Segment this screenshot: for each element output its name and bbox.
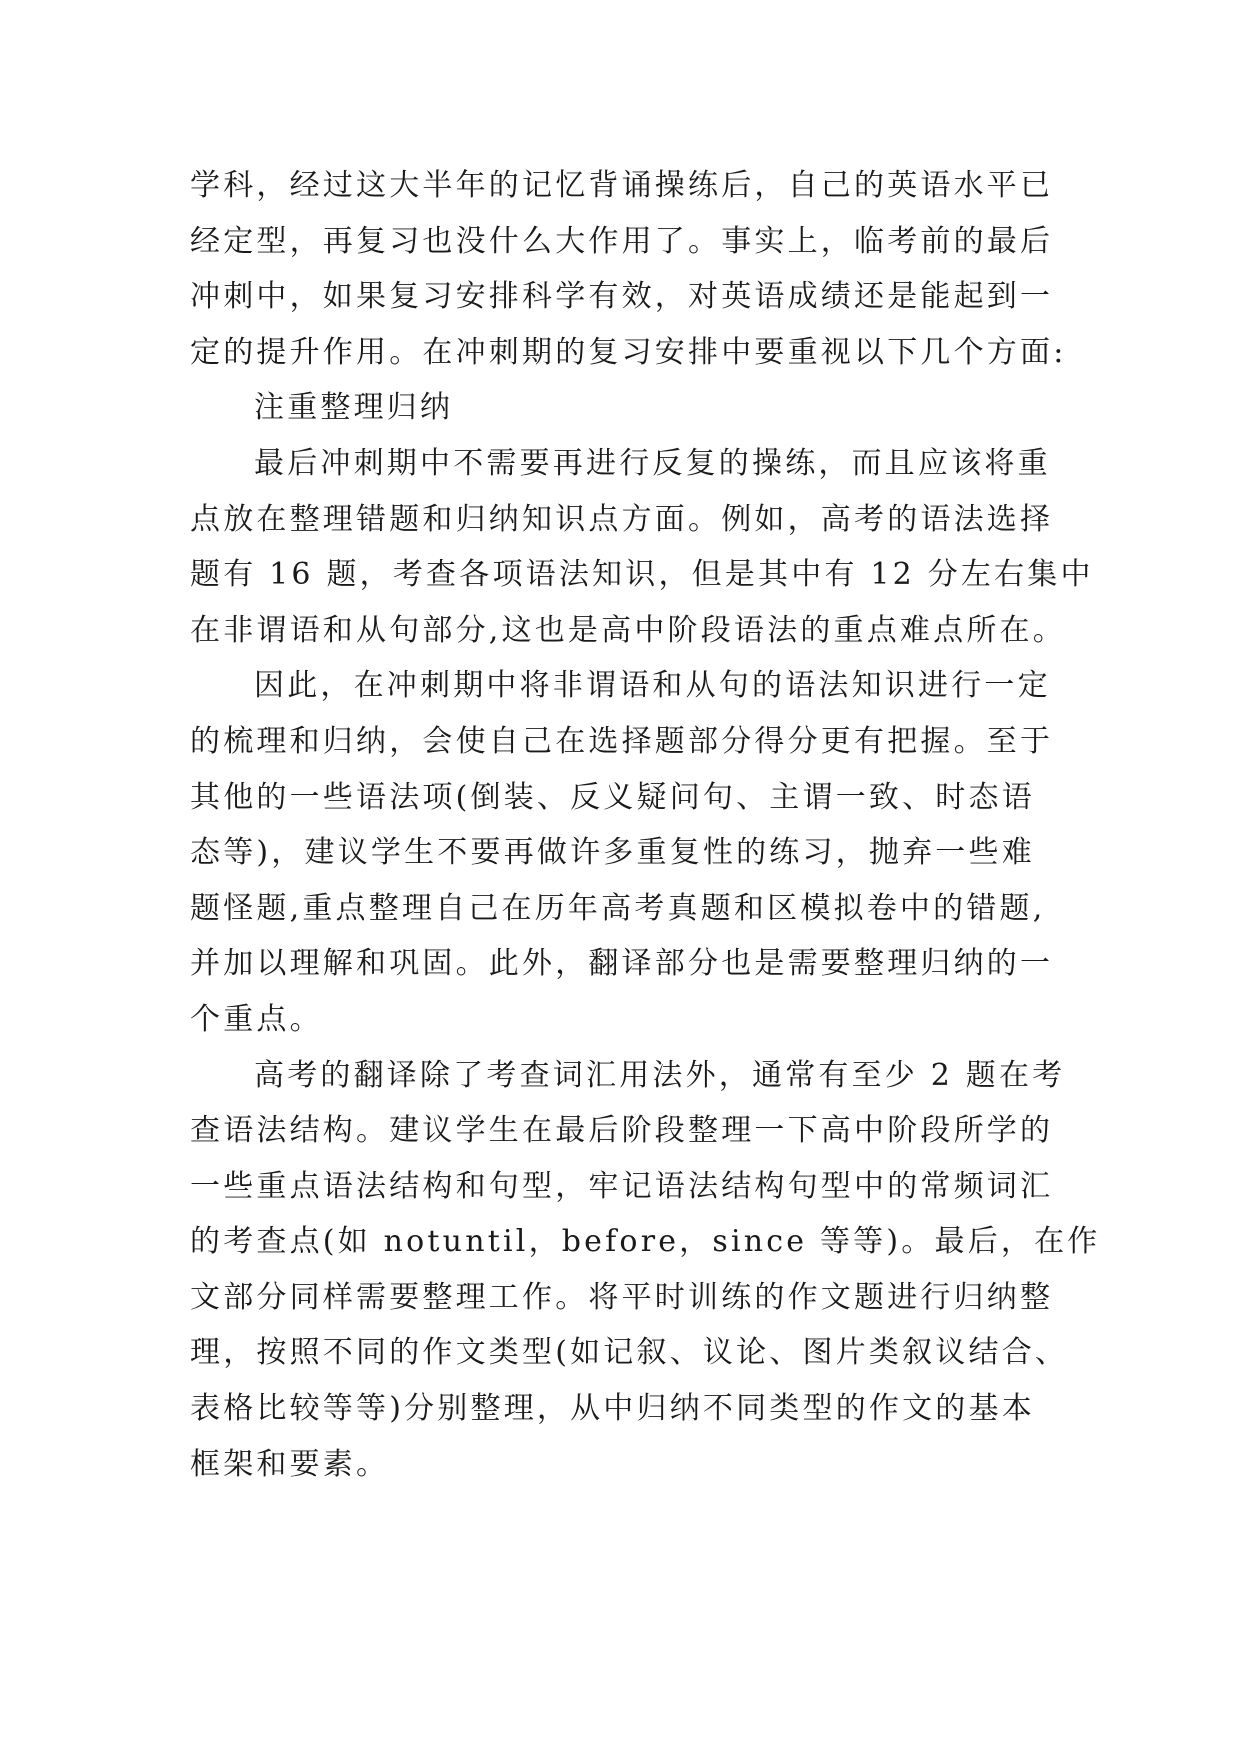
- document-body: [190, 158, 1101, 1492]
- text-line: 题有 16 题，考查各项语法知识，但是其中有 12 分左右集中: [190, 557, 1094, 593]
- text-line: 高考的翻译除了考查词汇用法外，通常有至少 2 题在考: [254, 1057, 1066, 1093]
- text-line: 的梳理和归纳，会使自己在选择题部分得分更有把握。至于: [190, 723, 1054, 759]
- text-line: 题怪题,重点整理自己在历年高考真题和区模拟卷中的错题,: [190, 890, 1046, 926]
- text-line: 查语法结构。建议学生在最后阶段整理一下高中阶段所学的: [190, 1113, 1054, 1149]
- text-line: 框架和要素。: [190, 1446, 390, 1482]
- text-line: 理，按照不同的作文类型(如记叙、议论、图片类叙议结合、: [190, 1335, 1069, 1371]
- text-line: 表格比较等等)分别整理，从中归纳不同类型的作文的基本: [190, 1391, 1035, 1427]
- text-line: 因此，在冲刺期中将非谓语和从句的语法知识进行一定: [254, 668, 1051, 704]
- text-line: 经定型，再复习也没什么大作用了。事实上，临考前的最后: [190, 223, 1054, 259]
- text-line: 学科，经过这大半年的记忆背诵操练后，自己的英语水平已: [190, 168, 1054, 203]
- text-line: 其他的一些语法项(倒装、反义疑问句、主谓一致、时态语: [190, 779, 1035, 815]
- text-line: 在非谓语和从句部分,这也是高中阶段语法的重点难点所在。: [190, 612, 1066, 648]
- text-line: 注重整理归纳: [254, 390, 454, 426]
- text-line: 一些重点语法结构和句型，牢记语法结构句型中的常频词汇: [190, 1168, 1054, 1204]
- text-line: 并加以理解和巩固。此外，翻译部分也是需要整理归纳的一: [190, 946, 1054, 982]
- text-line: 点放在整理错题和归纳知识点方面。例如，高考的语法选择: [190, 501, 1054, 537]
- text-line: 最后冲刺期中不需要再进行反复的操练，而且应该将重: [254, 445, 1051, 481]
- text-line: 个重点。: [190, 1001, 323, 1037]
- text-line: 定的提升作用。在冲刺期的复习安排中要重视以下几个方面:: [190, 334, 1067, 370]
- text-line: 冲刺中，如果复习安排科学有效，对英语成绩还是能起到一: [190, 279, 1054, 315]
- text-line: 文部分同样需要整理工作。将平时训练的作文题进行归纳整: [190, 1279, 1054, 1315]
- text-line: 的考查点(如 notuntil，before，since 等等)。最后，在作: [190, 1224, 1101, 1260]
- text-line: 态等)，建议学生不要再做许多重复性的练习，抛弃一些难: [190, 835, 1035, 871]
